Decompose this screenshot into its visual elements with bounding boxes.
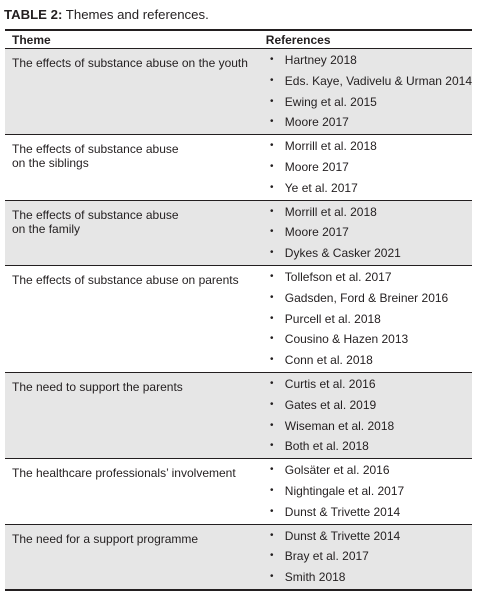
caption-text: Themes and references. [62,7,209,22]
table-row [5,459,472,524]
reference-text: Smith 2018 [284,570,346,585]
references-cell [266,49,472,135]
bullet-icon: • [270,54,274,65]
theme-cell [5,135,266,200]
reference-text: Ewing et al. 2015 [284,94,377,109]
theme-cell [5,265,266,372]
bullet-icon: • [270,74,274,86]
bullet-icon: • [270,354,274,366]
bullet-icon: • [270,140,274,152]
theme-cell [5,524,266,590]
reference-list [266,373,472,458]
table-row [5,200,472,265]
reference-item [266,460,472,481]
reference-list [266,459,472,523]
reference-item [266,178,472,199]
bullet-icon: • [270,398,274,410]
table-body [5,49,472,590]
bullet-icon: • [270,291,274,303]
bullet-icon: • [270,440,274,452]
theme-text: The need for a support programme [12,531,199,546]
reference-item [266,374,472,395]
bullet-icon: • [270,160,274,172]
reference-item [266,567,472,588]
themes-table [5,29,472,591]
theme-cell [5,459,266,524]
reference-item [266,50,472,71]
reference-text: Conn et al. 2018 [284,353,373,368]
reference-item [266,526,472,547]
reference-item [266,395,472,416]
reference-text: Purcell et al. 2018 [284,311,381,326]
reference-text: Golsäter et al. 2016 [284,463,390,478]
reference-text: Cousino & Hazen 2013 [284,332,409,347]
reference-item [266,481,472,502]
table-row [5,372,472,458]
reference-text: Moore 2017 [284,225,349,240]
reference-item [266,350,472,371]
theme-text: The effects of substance abuse on the siblings [12,142,179,171]
table-caption [4,7,209,23]
reference-text: Dunst & Trivette 2014 [284,504,401,519]
bullet-icon: • [270,226,274,238]
reference-text: Nightingale et al. 2017 [284,483,405,498]
reference-list [266,135,472,199]
bullet-icon: • [270,484,274,496]
header-theme: Theme [5,30,266,49]
theme-cell [5,200,266,265]
bullet-icon: • [270,529,274,541]
reference-text: Gadsden, Ford & Breiner 2016 [284,290,449,305]
bullet-icon: • [270,95,274,107]
reference-list [266,266,472,372]
bullet-icon: • [270,333,274,345]
reference-text: Moore 2017 [284,115,349,130]
reference-item [266,202,472,223]
reference-text: Both et al. 2018 [284,439,369,454]
reference-text: Eds. Kaye, Vadivelu & Urman 2014 [284,73,472,88]
bullet-icon: • [270,270,274,282]
reference-item [266,136,472,157]
table-row [5,524,472,590]
bullet-icon: • [270,464,274,476]
theme-text: The healthcare professionals’ involvement [12,466,236,481]
reference-text: Hartney 2018 [284,53,357,67]
reference-text: Tollefson et al. 2017 [284,269,392,284]
table-row [5,49,472,135]
references-cell [266,200,472,265]
table-row [5,135,472,200]
reference-text: Curtis et al. 2016 [284,376,376,391]
bullet-icon: • [270,247,274,259]
theme-text: The effects of substance abuse on the youth [12,56,248,70]
bullet-icon: • [270,181,274,193]
reference-text: Gates et al. 2019 [284,397,377,412]
reference-text: Dunst & Trivette 2014 [284,528,401,543]
table-row [5,265,472,372]
reference-item [266,112,472,133]
reference-list [266,201,472,265]
reference-item [266,222,472,243]
reference-item [266,329,472,350]
bullet-icon: • [270,116,274,128]
reference-list [266,49,472,134]
theme-text: The need to support the parents [12,379,183,394]
reference-item [266,416,472,437]
reference-item [266,71,472,92]
reference-item [266,309,472,330]
header-references: References [266,30,472,49]
reference-item [266,436,472,457]
reference-item [266,157,472,178]
theme-cell [5,372,266,458]
reference-item [266,288,472,309]
bullet-icon: • [270,312,274,324]
reference-list [266,525,472,589]
reference-text: Morrill et al. 2018 [284,204,377,219]
bullet-icon: • [270,505,274,517]
references-cell [266,372,472,458]
references-cell [266,524,472,590]
reference-text: Moore 2017 [284,159,349,174]
reference-text: Wiseman et al. 2018 [284,418,395,433]
reference-text: Dykes & Casker 2021 [284,246,401,261]
reference-item [266,243,472,264]
theme-cell [5,49,266,135]
bullet-icon: • [270,205,274,217]
reference-text: Morrill et al. 2018 [284,139,377,154]
bullet-icon: • [270,419,274,431]
reference-item [266,92,472,113]
theme-text: The effects of substance abuse on the family [12,207,179,236]
reference-text: Ye et al. 2017 [284,180,358,195]
header-row [5,30,472,49]
references-cell [266,265,472,372]
references-cell [266,135,472,200]
caption-label: TABLE 2: [4,7,63,22]
reference-item [266,502,472,523]
reference-item [266,267,472,288]
reference-item [266,546,472,567]
bullet-icon: • [270,571,274,583]
bullet-icon: • [270,377,274,389]
reference-text: Bray et al. 2017 [284,549,369,564]
bullet-icon: • [270,550,274,562]
theme-text: The effects of substance abuse on parents [12,272,239,287]
references-cell [266,459,472,524]
